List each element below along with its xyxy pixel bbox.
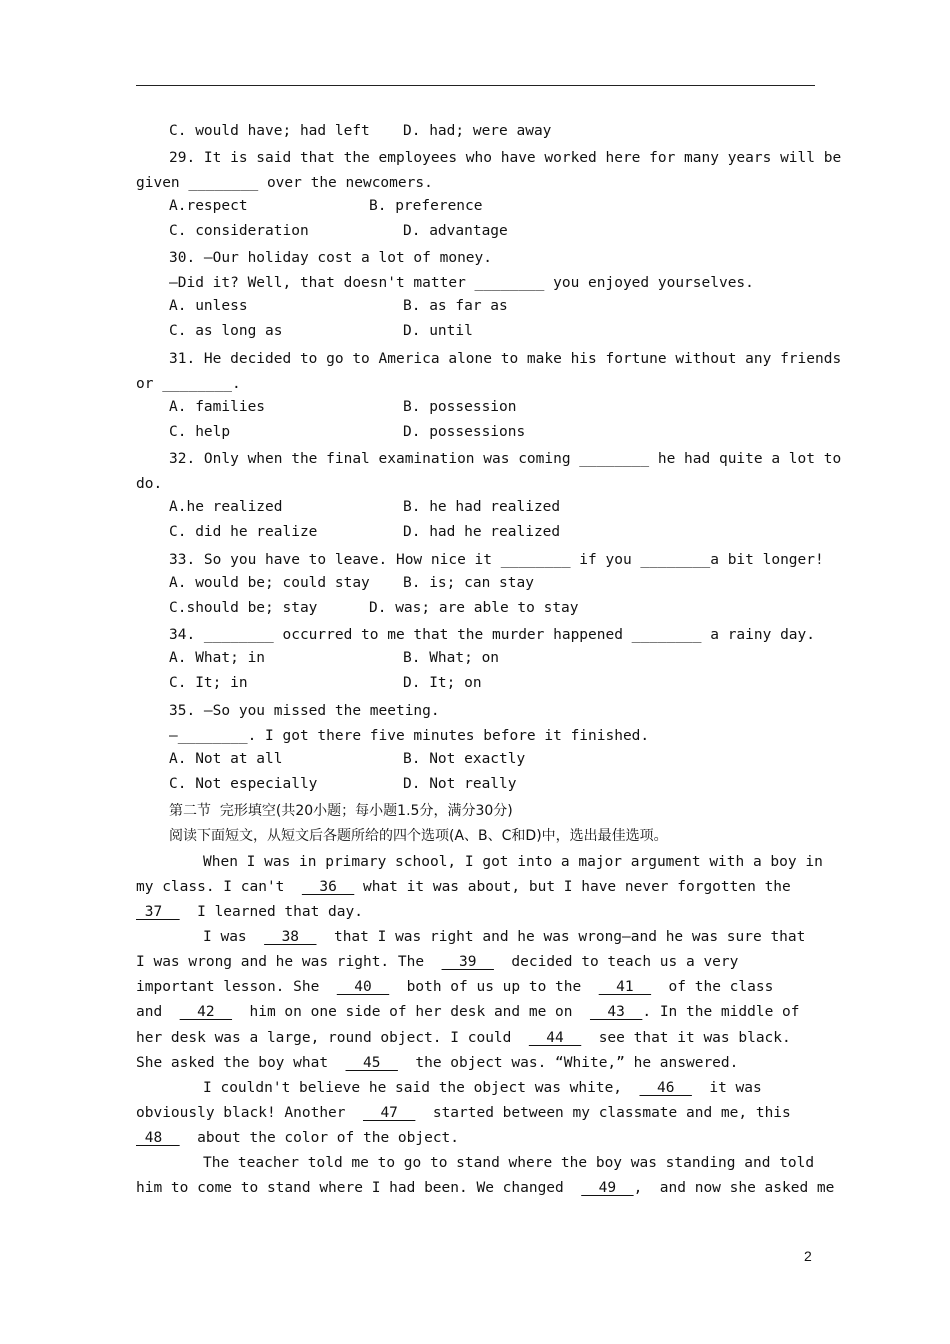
q30-option-c: C. as long as bbox=[169, 323, 283, 339]
blank-46: 46 bbox=[639, 1080, 692, 1096]
q35-stem-line2: —________. I got there five minutes before it finished. bbox=[169, 728, 650, 744]
blank-47: 47 bbox=[362, 1105, 416, 1121]
q33-option-c: C.should be; stay bbox=[169, 600, 318, 616]
q31-option-d: D. possessions bbox=[403, 424, 526, 440]
cloze-p2-line1: I was 38 that I was right and he was wrong—and he was sure that bbox=[203, 929, 806, 945]
q30-option-d: D. until bbox=[403, 323, 473, 339]
blank-41: 41 bbox=[598, 979, 652, 995]
q31-option-b: B. possession bbox=[403, 399, 517, 415]
q34-option-b: B. What; on bbox=[403, 650, 500, 666]
q30-stem-line1: 30. —Our holiday cost a lot of money. bbox=[169, 250, 493, 266]
cloze-p1-line2: my class. I can't 36 what it was about, but I have never forgotten the bbox=[136, 879, 791, 895]
q29-option-b: B. preference bbox=[369, 198, 483, 214]
q29-stem-line2: given ________ over the newcomers. bbox=[136, 175, 433, 191]
section-instruction: 阅读下面短文，从短文后各题所给的四个选项(A、B、C和D)中，选出最佳选项。 bbox=[169, 828, 668, 844]
q34-option-c: C. It; in bbox=[169, 675, 248, 691]
section-heading: 第二节 完形填空(共20小题；每小题1.5分，满分30分) bbox=[169, 803, 513, 819]
q35-stem-line1: 35. —So you missed the meeting. bbox=[169, 703, 440, 719]
blank-36: 36 bbox=[301, 879, 355, 895]
q34-option-d: D. It; on bbox=[403, 675, 482, 691]
blank-39: 39 bbox=[441, 954, 494, 970]
blank-44: 44 bbox=[528, 1030, 582, 1046]
q31-option-a: A. families bbox=[169, 399, 266, 415]
q31-option-c: C. help bbox=[169, 424, 231, 440]
blank-43: 43 bbox=[589, 1004, 643, 1020]
q34-stem-line1: 34. ________ occurred to me that the murder happened ________ a rainy day. bbox=[169, 627, 816, 643]
blank-49: 49 bbox=[581, 1180, 634, 1196]
header-rule bbox=[136, 85, 815, 86]
q34-option-a: A. What; in bbox=[169, 650, 266, 666]
q29-option-d: D. advantage bbox=[403, 223, 508, 239]
cloze-p2-line2: I was wrong and he was right. The 39 decided to teach us a very bbox=[136, 954, 739, 970]
q32-option-c: C. did he realize bbox=[169, 524, 318, 540]
q35-option-c: C. Not especially bbox=[169, 776, 318, 792]
cloze-p2-line5: her desk was a large, round object. I could 44 see that it was black. bbox=[136, 1030, 791, 1046]
cloze-p2-line3: important lesson. She 40 both of us up to the 41 of the class bbox=[136, 979, 774, 995]
q28-option-c: C. would have; had left bbox=[169, 123, 370, 139]
blank-40: 40 bbox=[336, 979, 390, 995]
blank-48: 48 bbox=[136, 1130, 180, 1146]
q31-stem-line2: or ________. bbox=[136, 376, 241, 392]
q32-stem-line2: do. bbox=[136, 476, 163, 492]
q33-option-a: A. would be; could stay bbox=[169, 575, 370, 591]
q32-option-b: B. he had realized bbox=[403, 499, 561, 515]
q30-stem-line2: —Did it? Well, that doesn't matter ________ you enjoyed yourselves. bbox=[169, 275, 754, 291]
blank-45: 45 bbox=[345, 1055, 398, 1071]
cloze-p1-line1: When I was in primary school, I got into a major argument with a boy in bbox=[203, 854, 823, 870]
q32-stem-line1: 32. Only when the final examination was coming ________ he had quite a lot to bbox=[169, 451, 842, 467]
q29-option-c: C. consideration bbox=[169, 223, 309, 239]
q29-stem-line1: 29. It is said that the employees who have worked here for many years will be bbox=[169, 150, 842, 166]
cloze-p3-line3: 48 about the color of the object. bbox=[136, 1130, 460, 1146]
q31-stem-line1: 31. He decided to go to America alone to make his fortune without any friends bbox=[169, 351, 842, 367]
blank-42: 42 bbox=[179, 1004, 233, 1020]
q30-option-b: B. as far as bbox=[403, 298, 508, 314]
q32-option-a: A.he realized bbox=[169, 499, 283, 515]
cloze-p4-line2: him to come to stand where I had been. We changed 49 , and now she asked me bbox=[136, 1180, 835, 1196]
q32-option-d: D. had he realized bbox=[403, 524, 561, 540]
cloze-p2-line6: She asked the boy what 45 the object was. “White,” he answered. bbox=[136, 1055, 739, 1071]
q35-option-a: A. Not at all bbox=[169, 751, 283, 767]
q28-option-d: D. had; were away bbox=[403, 123, 552, 139]
cloze-p3-line2: obviously black! Another 47 started between my classmate and me, this bbox=[136, 1105, 791, 1121]
q33-option-d: D. was; are able to stay bbox=[369, 600, 579, 616]
q35-option-b: B. Not exactly bbox=[403, 751, 526, 767]
cloze-p3-line1: I couldn't believe he said the object was white, 46 it was bbox=[203, 1080, 762, 1096]
cloze-p1-line3: 37 I learned that day. bbox=[136, 904, 363, 920]
q29-option-a: A.respect bbox=[169, 198, 248, 214]
q35-option-d: D. Not really bbox=[403, 776, 517, 792]
cloze-p2-line4: and 42 him on one side of her desk and me on 43 . In the middle of bbox=[136, 1004, 800, 1020]
q33-option-b: B. is; can stay bbox=[403, 575, 534, 591]
blank-38: 38 bbox=[264, 929, 317, 945]
cloze-p4-line1: The teacher told me to go to stand where the boy was standing and told bbox=[203, 1155, 815, 1171]
page-number: 2 bbox=[804, 1248, 812, 1264]
q30-option-a: A. unless bbox=[169, 298, 248, 314]
blank-37: 37 bbox=[136, 904, 180, 920]
q33-stem-line1: 33. So you have to leave. How nice it ________ if you ________a bit longer! bbox=[169, 552, 824, 568]
